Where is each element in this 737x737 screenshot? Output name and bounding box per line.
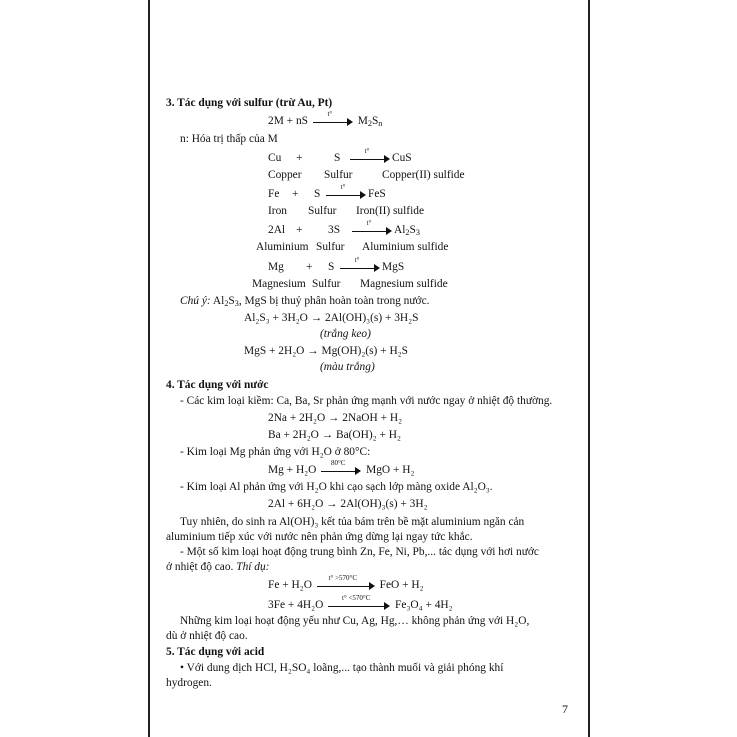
paragraph-line: Những kim loại hoạt động yếu như Cu, Ag, Hg,… không phản ứng với H₂O, — [180, 615, 530, 627]
equation-product: $M_2S_n$ — [357, 115, 383, 129]
note-text: Chú ý: $Al_2S_3$, MgS bị thuỷ phân hoàn toàn trong nước. — [180, 295, 430, 309]
reaction-arrow: t° — [340, 262, 380, 272]
paragraph-line: dù ở nhiệt độ cao. — [166, 630, 248, 642]
chemical-equation: MgS + 2H₂O → Mg(OH)₂(s) + H₂S — [244, 345, 408, 357]
equation-note: (trắng keo) — [320, 328, 371, 340]
reaction-arrow: t° — [350, 153, 390, 163]
reaction-line: Fe + S t° FeS — [268, 183, 386, 200]
chemical-equation: 2Na + 2H₂O → 2NaOH + H₂ — [268, 412, 403, 424]
bullet-text: - Một số kim loại hoạt động trung bình Zn, Fe, Ni, Pb,... tác dụng với hơi nước — [180, 546, 539, 558]
chemical-equation: Ba + 2H₂O → Ba(OH)₂ + H₂ — [268, 429, 401, 441]
paragraph-line: aluminium tiếp xúc với nước nên phản ứng dừng lại ngay tức khắc. — [166, 531, 473, 543]
equation-reactants: 2M + nS — [268, 115, 308, 127]
reaction-line: 2Al + 3S t° $Al_2S_3$ — [268, 219, 420, 238]
chemical-equation: 3Fe + 4H₂O t° <570°C Fe₃O₄ + 4H₂ — [268, 594, 453, 611]
chemical-equation: Fe + H₂O t° >570°C FeO + H₂ — [268, 574, 424, 591]
reaction-names: Iron Sulfur Iron(II) sulfide — [268, 205, 424, 217]
bullet-text: - Kim loại Mg phản ứng với H₂O ở 80°C: — [180, 446, 371, 458]
bullet-text: - Các kim loại kiềm: Ca, Ba, Sr phản ứng mạnh với nước ngay ở nhiệt độ thường. — [180, 395, 553, 407]
section-heading: 4. Tác dụng với nước — [166, 379, 269, 391]
reaction-names: Aluminium Sulfur Aluminium sulfide — [256, 241, 449, 253]
section-heading: 5. Tác dụng với acid — [166, 646, 265, 658]
note-text: n: Hóa trị thấp của M — [180, 133, 278, 145]
paragraph-line: hydrogen. — [166, 677, 212, 689]
chemical-equation: 2Al + 6H₂O → 2Al(OH)₃(s) + 3H₂ — [268, 498, 428, 510]
reaction-arrow: t° <570°C — [328, 600, 390, 610]
reaction-arrow: t° — [326, 189, 366, 199]
section-heading: 3. Tác dụng với sulfur (trừ Au, Pt) — [166, 97, 333, 109]
bullet-text: • Với dung dịch HCl, H₂SO₄ loãng,... tạo thành muối và giải phóng khí — [180, 662, 504, 674]
reaction-arrow: 80°C — [321, 465, 361, 475]
paragraph-line: Tuy nhiên, do sinh ra Al(OH)₃ kết tủa bám trên bề mặt aluminium ngăn cản — [180, 516, 525, 528]
chemical-equation: Mg + H₂O 80°C MgO + H₂ — [268, 459, 415, 476]
reaction-line: Mg + S t° MgS — [268, 256, 405, 273]
reaction-arrow: t° >570°C — [317, 580, 375, 590]
reaction-arrow: t° — [352, 225, 392, 235]
equation-note: (màu trắng) — [320, 361, 375, 373]
reaction-line: Cu + S t° CuS — [268, 147, 412, 164]
general-equation — [268, 110, 383, 129]
reaction-names: Magnesium Sulfur Magnesium sulfide — [252, 278, 448, 290]
page-number: 7 — [562, 702, 568, 716]
document-page — [150, 0, 588, 737]
reaction-arrow: t° — [313, 116, 353, 126]
bullet-text: - Kim loại Al phản ứng với H₂O khi cạo sạch lớp màng oxide Al₂O₃. — [180, 481, 493, 493]
chemical-equation: Al₂S₃ + 3H₂O → 2Al(OH)₃(s) + 3H₂S — [244, 312, 419, 324]
paragraph-line: ở nhiệt độ cao. Thí dụ: — [166, 561, 270, 573]
page-border-right — [588, 0, 590, 737]
reaction-names: Copper Sulfur Copper(II) sulfide — [268, 169, 465, 181]
